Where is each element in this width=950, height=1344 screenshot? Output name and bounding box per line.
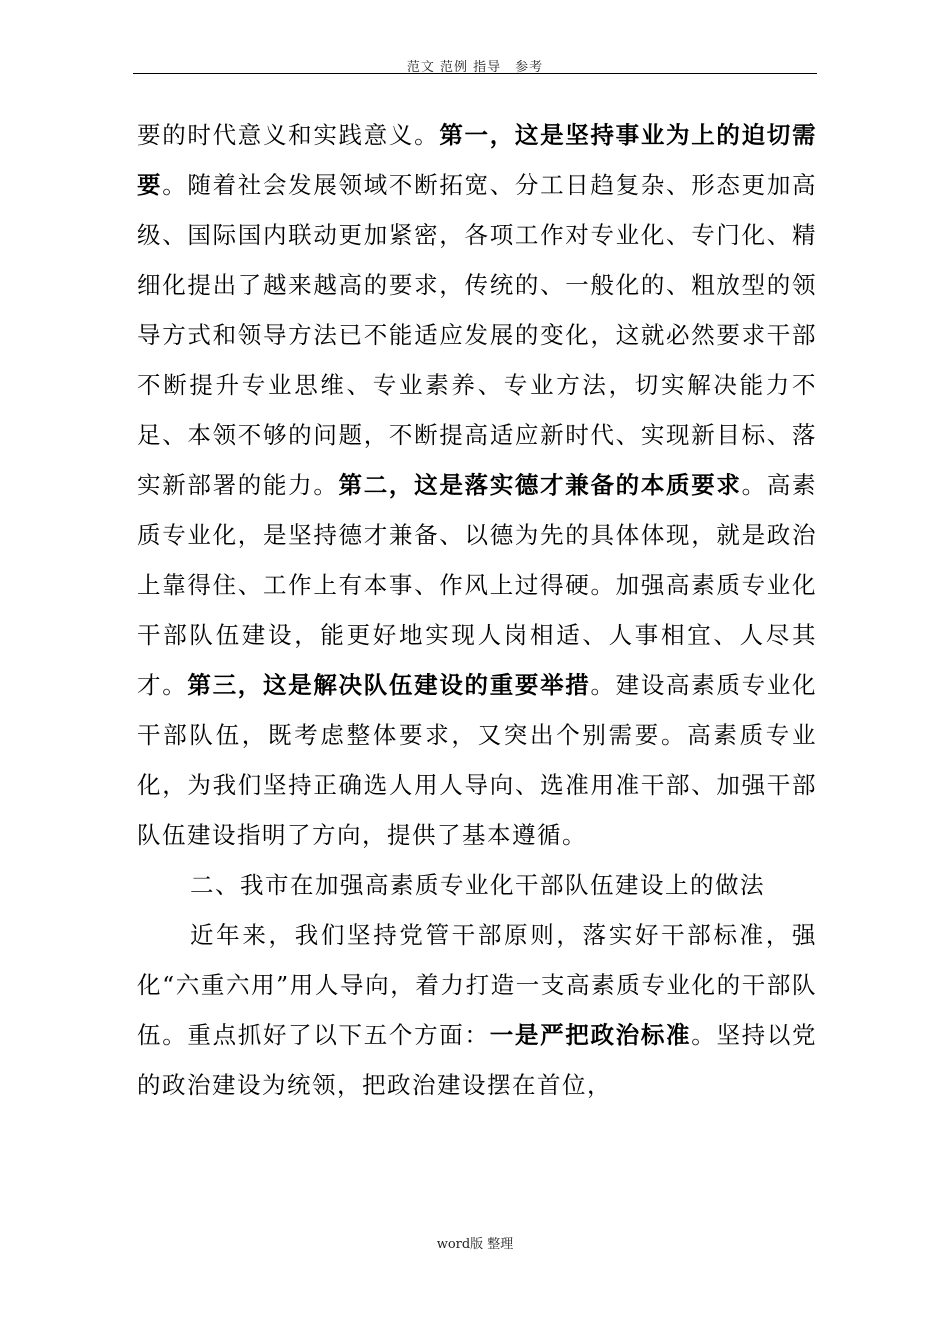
text-segment: 。高素质专业化，是坚持德才兼备、以德为先的具体体现，就是政治上靠得住、工作上有本事、作风上过得硬。加强高素质专业化干部队伍建设，能更好地实现人岗相适、人事相宜、人尽其才。 bbox=[137, 471, 818, 699]
footer-text: word版 整理 bbox=[436, 1237, 514, 1252]
paragraph-practices bbox=[137, 910, 817, 1110]
text-segment: 近年来，我们坚持党管干部原则，落实好干部标准，强化“六重六用”用人导向，着力打造一支高素质专业化的干部队伍。重点抓好了以下五个方面： bbox=[137, 921, 817, 1049]
bold-heading-third: 第三，这是解决队伍建设的重要举措 bbox=[187, 671, 591, 699]
bold-heading-second: 第二，这是落实德才兼备的本质要求 bbox=[338, 471, 742, 499]
document-body bbox=[137, 110, 817, 1110]
paragraph-significance bbox=[137, 110, 817, 860]
text-segment: 。随着社会发展领域不断拓宽、分工日趋复杂、形态更加高级、国际国内联动更加紧密，各项工作对专业化、专门化、精细化提出了越来越高的要求，传统的、一般化的、粗放型的领导方式和领导方法已不能适应发展的变化，这就必然要求干部不断提升专业思维、专业素养、专业方法，切实解决能力不足、本领不够的问题，不断提高适应新时代、实现新目标、落实新部署的能力。 bbox=[137, 171, 818, 499]
bold-heading-first: 第一，这是坚持事业为上的迫切需要 bbox=[137, 121, 818, 199]
section-heading bbox=[137, 860, 817, 910]
section-heading-text: 二、我市在加强高素质专业化干部队伍建设上的做法 bbox=[190, 871, 765, 899]
text-segment: 要的时代意义和实践意义。 bbox=[137, 121, 440, 149]
page-footer bbox=[0, 1233, 950, 1252]
header-text: 范文 范例 指导 参考 bbox=[406, 60, 544, 75]
text-segment: 。坚持以党的政治建设为统领，把政治建设摆在首位， bbox=[137, 1021, 818, 1099]
header-divider bbox=[133, 73, 817, 74]
text-segment: 。建设高素质专业化干部队伍，既考虑整体要求，又突出个别需要。高素质专业化，为我们坚持正确选人用人导向、选准用准干部、加强干部队伍建设指明了方向，提供了基本遵循。 bbox=[137, 671, 818, 849]
bold-heading-political: 一是严把政治标准 bbox=[489, 1021, 692, 1049]
